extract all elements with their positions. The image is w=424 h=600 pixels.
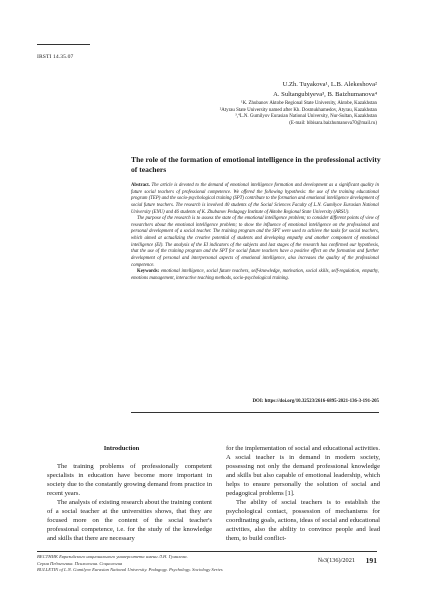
affiliations bbox=[220, 101, 377, 128]
body-paragraph: The ability of social teachers is to establish the psychological contact, possession of mechanisms for coordinating goals, actions, ideas of social and educational activities, also the ability to convince people and lead them, to build conflict- bbox=[226, 498, 380, 542]
body-paragraph: The training problems of professionally competent specialists in education have become more important in society due to the constantly growing demand from practice in recent years. bbox=[47, 462, 212, 497]
journal-name bbox=[37, 554, 267, 574]
irsti-code: IRSTI 14.35.07 bbox=[37, 54, 74, 60]
section-heading: Introduction bbox=[103, 445, 140, 452]
affiliation: ³,⁴L.N. Gumilyov Eurasian National University, Nur-Sultan, Kazakhstan bbox=[235, 114, 377, 120]
author-list bbox=[273, 80, 377, 99]
abstract-divider bbox=[131, 412, 379, 413]
body-paragraph: for the implementation of social and educational activities. A social teacher is in demand in modern society, possessing not only the demand professional knowledge and skills but also capable of emotional leadership, which helps to ensure personally the solution of social and pedagogical problems [1]. bbox=[226, 445, 380, 497]
journal-name-line: Серия Педагогика. Психология. Социология bbox=[37, 560, 123, 566]
abstract-label: Abstract. bbox=[131, 183, 150, 188]
body-column-right bbox=[226, 445, 380, 543]
article-title: The role of the formation of emotional intelligence in the professional activity of teachers bbox=[131, 155, 381, 174]
doi-link[interactable]: DOI: https://doi.org/10.32523/2616-6895-2021-136-3-191-205 bbox=[252, 399, 379, 404]
body-column-left bbox=[47, 445, 212, 544]
body-paragraph: The analysis of existing research about the training content of a social teacher at the universities shows, that they are focused more on the content of the social teacher's professional competence, i.e. for the study of the knowledge and skills that there are necessary bbox=[47, 498, 212, 542]
keywords-label: Keywords: bbox=[137, 269, 160, 275]
journal-name-line: ВЕСТНИК Евразийского национального университета имени Л.Н. Гумилева. bbox=[37, 554, 188, 559]
affiliation: ¹K. Zhubanov Aktobe Regional State University, Aktobe, Kazakhstan bbox=[241, 101, 377, 106]
page-number: 191 bbox=[365, 556, 377, 565]
top-rule-left bbox=[37, 44, 90, 45]
journal-name-line: BULLETIN of L.N. Gumilyov Eurasian National University. Pedagogy. Psychology. Sociology Series bbox=[37, 567, 223, 572]
abstract-paragraph: The purpose of the research is to assess the state of the emotional intelligence problem; to consider different points of view of researchers about the emotional intelligence problem; to show the influence of emotional intelligence on the professional and personal development of a social teacher. The training program and the SPT were used to achieve the tasks for social teachers, which aimed at actualizing the creative potential of students and developing empathy and another component of emotional intelligence (EI). The analysis of the EI indicators of the subjects and last stages of the research has confirmed our hypothesis, that the use of the training program and the SPT for social future teachers have a positive effect on the formation and further development of personal and interpersonal aspects of emotional intelligence, also increases the quality of the professional competence. bbox=[131, 216, 379, 268]
abstract bbox=[131, 183, 379, 282]
author-line: A. Sultangubiyeva³, B. Baizhumanova⁴ bbox=[273, 90, 377, 98]
author-line: U.Zh. Tuyakova¹, L.B. Alekeshova² bbox=[282, 81, 377, 88]
affiliation: ²Atyrau State University named after Kh. Dosmukhamedov, Atyrau, Kazakhstan bbox=[219, 107, 377, 113]
keywords-text: emotional intelligence, social future teachers, self-knowledge, motivation, social skills, self-regulation, empathy, emotions management, interactive teaching methods, socio-psychological training. bbox=[131, 269, 379, 281]
issue-number: №3(136)/2021 bbox=[317, 557, 355, 564]
abstract-text: The article is devoted to the demand of emotional intelligence formation and development as a significant quality in future social teachers of professional competence. We offered the following hypothesis: the use of the training educational program (TEP) and the socio-psychological training (SPT) contribute to the formation and emotional intelligence development of social future teachers. The research is involved 40 students of the Social Sciences Faculty of L.N. Gumilyov Eurasian National University (ENU) and 46 students of K. Zhubanov Pedagogy Institute of Aktobe Regional State University (ARSU). bbox=[131, 183, 379, 215]
keywords bbox=[131, 269, 379, 282]
abstract-paragraph bbox=[131, 183, 379, 216]
footer-rule bbox=[37, 551, 377, 552]
contact-email: (E-mail: bibisara.baizhumanova70@mail.ru) bbox=[289, 121, 377, 127]
